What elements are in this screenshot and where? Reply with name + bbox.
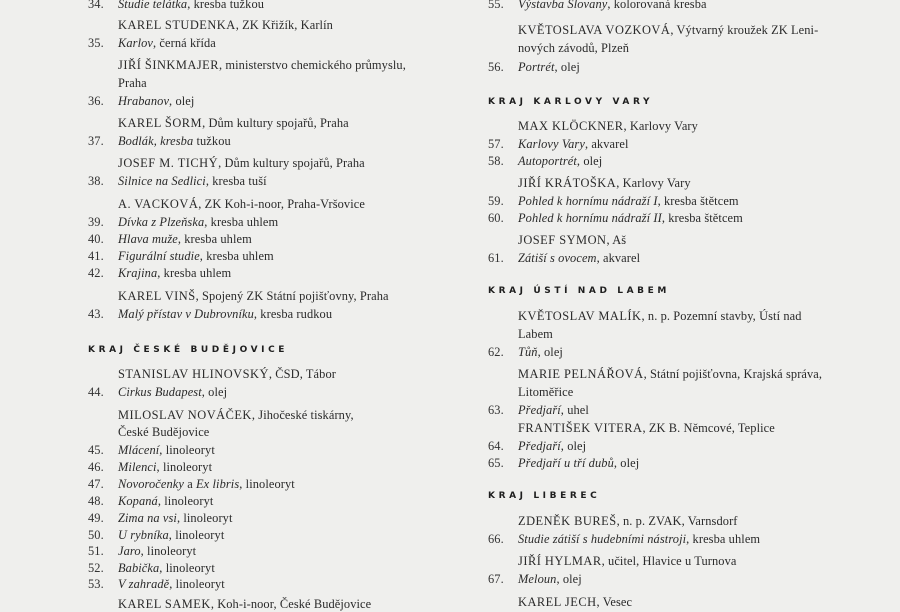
catalog-number: 34.	[88, 0, 104, 11]
artist-name: KAREL SAMEK	[118, 597, 211, 611]
artwork-entry	[88, 93, 194, 109]
artist-name: KAREL VINŠ	[118, 289, 196, 303]
artwork-entry	[488, 402, 589, 418]
artwork-medium: , olej	[201, 385, 228, 399]
artwork-title: Hrabanov	[118, 94, 170, 108]
catalog-number: 58.	[488, 154, 504, 168]
artwork-medium: , kresba štětcem	[661, 211, 743, 225]
artwork-entry	[88, 0, 264, 12]
artwork-medium: , olej	[613, 456, 640, 470]
artwork-entry	[88, 476, 295, 492]
artwork-entry	[488, 210, 743, 226]
artwork-title: Portrét	[518, 60, 555, 74]
artwork-title: Karlovy Vary	[518, 137, 585, 151]
catalog-number: 46.	[88, 460, 104, 474]
artwork-title: Pohled k hornímu nádraží II	[518, 211, 662, 225]
artwork-medium: , linoleoryt	[176, 511, 233, 525]
artist-entry	[488, 366, 822, 382]
artist-name: MILOSLAV NOVÁČEK	[118, 408, 252, 422]
artist-affiliation: , Dům kultury spojařů, Praha	[202, 116, 349, 130]
artwork-entry	[88, 576, 225, 592]
catalog-number: 51.	[88, 544, 104, 558]
artwork-title: Zima na vsi	[118, 511, 177, 525]
catalog-number: 49.	[88, 511, 104, 525]
artist-name: KAREL JECH	[518, 595, 597, 609]
artist-entry	[488, 22, 818, 38]
artwork-entry	[88, 265, 231, 281]
artwork-entry	[488, 571, 582, 587]
artwork-title: Předjaří	[518, 403, 561, 417]
artwork-medium: , kresba uhlem	[199, 249, 274, 263]
region-heading: KRAJ LIBEREC	[488, 491, 601, 501]
artwork-title: U rybníka	[118, 528, 169, 542]
catalog-number: 60.	[488, 211, 504, 225]
artwork-title: Krajina	[118, 266, 158, 280]
artist-entry	[488, 594, 632, 610]
artwork-title: Zátiší s ovocem	[518, 251, 597, 265]
artwork-entry	[488, 193, 739, 209]
artist-name: A. VACKOVÁ	[118, 197, 199, 211]
artist-affiliation-continued: nových závodů, Plzeň	[518, 41, 630, 55]
artist-entry	[88, 196, 365, 212]
artist-name: ZDENĚK BUREŠ	[518, 514, 617, 528]
catalog-number: 64.	[488, 439, 504, 453]
artwork-medium: , linoleoryt	[156, 460, 213, 474]
artist-entry	[88, 288, 389, 304]
artwork-title: Milenci	[118, 460, 157, 474]
artist-affiliation: , n. p. ZVAK, Varnsdorf	[616, 514, 738, 528]
artist-entry	[88, 57, 406, 73]
artwork-medium: , linoleoryt	[168, 528, 225, 542]
artwork-entry	[88, 35, 216, 51]
artwork-medium: , olej	[169, 94, 195, 108]
artwork-medium: , kresba uhlem	[177, 232, 252, 246]
artwork-entry	[88, 510, 233, 526]
artwork-title: Meloun	[518, 572, 557, 586]
artist-affiliation: , Dům kultury spojařů, Praha	[218, 156, 365, 170]
artist-affiliation-continued: Praha	[118, 76, 147, 90]
artist-affiliation: , Vesec	[596, 595, 633, 609]
artwork-title: Hlava muže	[118, 232, 178, 246]
catalog-number: 48.	[88, 494, 104, 508]
catalog-number: 56.	[488, 60, 504, 74]
catalog-number: 55.	[488, 0, 504, 11]
catalog-number: 62.	[488, 345, 504, 359]
artwork-medium: , linoleoryt	[157, 494, 214, 508]
catalog-number: 67.	[488, 572, 504, 586]
artwork-title: Předjaří	[518, 439, 561, 453]
artwork-medium: , kresba štětcem	[657, 194, 739, 208]
catalog-number: 66.	[488, 532, 504, 546]
artwork-medium: , uhel	[560, 403, 589, 417]
artist-affiliation-continued: České Budějovice	[118, 425, 210, 439]
artist-affiliation: , Jihočeské tiskárny,	[251, 408, 354, 422]
artist-name: FRANTIŠEK VITERA	[518, 421, 643, 435]
artist-affiliation: , Karlovy Vary	[616, 176, 691, 190]
artist-name: KAREL ŠORM	[118, 116, 203, 130]
artwork-medium: tužkou	[193, 134, 231, 148]
artwork-title: Studie zátiší s hudebními nástroji	[518, 532, 687, 546]
artist-name: KAREL STUDENKA	[118, 18, 236, 32]
artwork-medium: , akvarel	[596, 251, 641, 265]
artwork-medium: , kresba tuší	[205, 174, 267, 188]
artwork-title: Výstavba Slovany	[518, 0, 608, 11]
artwork-medium: , akvarel	[584, 137, 629, 151]
catalog-number: 59.	[488, 194, 504, 208]
artist-entry	[488, 175, 691, 191]
catalog-number: 37.	[88, 134, 104, 148]
artist-affiliation: , ZK B. Němcové, Teplice	[642, 421, 775, 435]
artwork-title: Mlácení	[118, 443, 160, 457]
artwork-entry	[88, 459, 212, 475]
artist-affiliation: , učitel, Hlavice u Turnova	[601, 554, 737, 568]
catalog-number: 53.	[88, 577, 104, 591]
artist-affiliation-continued: Labem	[518, 327, 553, 341]
artwork-entry	[88, 493, 213, 509]
catalog-number: 61.	[488, 251, 504, 265]
artist-entry	[88, 407, 354, 423]
artwork-entry	[88, 133, 231, 149]
artwork-medium: , olej	[556, 572, 582, 586]
artwork-medium: , olej	[576, 154, 603, 168]
catalog-number: 44.	[88, 385, 104, 399]
artwork-title: Jaro	[118, 544, 141, 558]
artist-affiliation-continued: Litoměřice	[518, 385, 574, 399]
artwork-title: Karlov	[118, 36, 154, 50]
artist-name: KVĚTOSLAV MALÍK	[518, 309, 642, 323]
artwork-medium: , linoleoryt	[169, 577, 225, 591]
artwork-medium: , kresba rudkou	[253, 307, 333, 321]
artist-affiliation: , Karlovy Vary	[623, 119, 698, 133]
artwork-title: Dívka z Plzeňska	[118, 215, 205, 229]
artist-entry	[88, 115, 349, 131]
artwork-title: Babička	[118, 561, 160, 575]
artist-affiliation: , Aš	[606, 233, 627, 247]
artwork-title: Autoportrét	[518, 154, 577, 168]
artwork-entry	[488, 250, 640, 266]
catalog-number: 41.	[88, 249, 104, 263]
artist-affiliation: , Spojený ZK Státní pojišťovny, Praha	[195, 289, 389, 303]
artwork-title: Kopaná	[118, 494, 158, 508]
artist-affiliation: , ZK Koh-i-noor, Praha-Vršovice	[198, 197, 365, 211]
artwork-entry	[488, 531, 760, 547]
artist-name: JIŘÍ KRÁTOŠKA	[518, 176, 617, 190]
artwork-title: Předjaří u tří dubů	[518, 456, 614, 470]
artwork-entry	[88, 248, 274, 264]
catalog-number: 35.	[88, 36, 104, 50]
artist-affiliation: , ministerstvo chemického průmyslu,	[218, 58, 406, 72]
artwork-medium: , linoleoryt	[159, 443, 215, 457]
artwork-medium: , černá křída	[153, 36, 216, 50]
artist-name: JIŘÍ ŠINKMAJER	[118, 58, 219, 72]
artwork-medium: , linoleoryt	[239, 477, 295, 491]
artwork-title: Pohled k hornímu nádraží I	[518, 194, 658, 208]
catalog-number: 52.	[88, 561, 104, 575]
artwork-title: V zahradě	[118, 577, 170, 591]
artwork-title: Studie telátka	[118, 0, 188, 11]
artwork-entry	[88, 384, 227, 400]
catalog-number: 36.	[88, 94, 104, 108]
artwork-entry	[88, 214, 278, 230]
artwork-title: Novoročenky	[118, 477, 185, 491]
artist-name: KVĚTOSLAVA VOZKOVÁ	[518, 23, 671, 37]
artwork-entry	[88, 442, 215, 458]
artist-name: JIŘÍ HYLMAR	[518, 554, 602, 568]
artwork-medium: , olej	[560, 439, 587, 453]
artist-entry	[488, 232, 626, 248]
artwork-entry	[488, 455, 639, 471]
artwork-entry	[88, 543, 196, 559]
artist-entry	[488, 308, 802, 324]
artist-entry	[88, 155, 365, 171]
artwork-entry	[88, 231, 252, 247]
region-heading: KRAJ ÚSTÍ NAD LABEM	[488, 286, 670, 296]
artwork-entry	[488, 438, 586, 454]
artwork-entry	[488, 153, 602, 169]
artwork-entry	[488, 0, 707, 12]
artwork-medium: , linoleoryt	[140, 544, 197, 558]
artist-entry	[488, 420, 775, 436]
artwork-title: Cirkus Budapest	[118, 385, 202, 399]
artwork-medium: , kresba tužkou	[187, 0, 265, 11]
catalog-number: 38.	[88, 174, 104, 188]
artist-name: MARIE PELNÁŘOVÁ	[518, 367, 644, 381]
artwork-medium: , kolorovaná kresba	[607, 0, 707, 11]
artist-name: JOSEF SYMON	[518, 233, 607, 247]
artwork-title: Tůň	[518, 345, 538, 359]
artist-entry	[88, 17, 333, 33]
artist-entry	[488, 553, 737, 569]
artwork-medium: , olej	[554, 60, 580, 74]
artwork-entry	[488, 344, 563, 360]
catalog-number: 45.	[88, 443, 104, 457]
artist-affiliation: , ČSD, Tábor	[268, 367, 336, 381]
catalog-number: 63.	[488, 403, 504, 417]
artwork-title: Bodlák, kresba	[118, 134, 194, 148]
artwork-medium: , kresba uhlem	[204, 215, 279, 229]
catalog-number: 57.	[488, 137, 504, 151]
artwork-medium: , olej	[537, 345, 563, 359]
artwork-entry	[88, 173, 267, 189]
artwork-medium: , linoleoryt	[159, 561, 215, 575]
artist-affiliation: , Státní pojišťovna, Krajská správa,	[643, 367, 823, 381]
artwork-title: Figurální studie	[118, 249, 200, 263]
artist-entry	[88, 366, 336, 382]
artist-affiliation: , Koh-i-noor, České Budějovice	[210, 597, 372, 611]
artwork-entry	[488, 59, 580, 75]
artist-name: MAX KLÖCKNER	[518, 119, 624, 133]
catalog-number: 40.	[88, 232, 104, 246]
catalog-number: 39.	[88, 215, 104, 229]
artwork-title: Silnice na Sedlici	[118, 174, 206, 188]
artist-affiliation: , Výtvarný kroužek ZK Leni-	[670, 23, 819, 37]
artist-name: JOSEF M. TICHÝ	[118, 156, 219, 170]
catalog-number: 42.	[88, 266, 104, 280]
artwork-connector: a	[184, 477, 197, 491]
artist-affiliation: , ZK Křižík, Karlín	[235, 18, 333, 32]
artist-affiliation: , n. p. Pozemní stavby, Ústí nad	[641, 309, 802, 323]
artwork-entry	[88, 527, 224, 543]
artist-entry	[88, 596, 371, 612]
catalog-number: 47.	[88, 477, 104, 491]
region-heading: KRAJ ČESKÉ BUDĚJOVICE	[88, 345, 289, 355]
region-heading: KRAJ KARLOVY VARY	[488, 97, 654, 107]
artwork-entry	[488, 136, 629, 152]
artist-entry	[488, 118, 698, 134]
artwork-medium: , kresba uhlem	[157, 266, 232, 280]
catalog-number: 65.	[488, 456, 504, 470]
catalog-number: 43.	[88, 307, 104, 321]
catalog-number: 50.	[88, 528, 104, 542]
artwork-entry	[88, 306, 332, 322]
artwork-title: Malý přístav v Dubrovníku	[118, 307, 254, 321]
artwork-entry	[88, 560, 215, 576]
artist-name: STANISLAV HLINOVSKÝ	[118, 367, 269, 381]
artist-entry	[488, 513, 738, 529]
artwork-title-secondary: Ex libris	[196, 477, 240, 491]
artwork-medium: , kresba uhlem	[686, 532, 761, 546]
